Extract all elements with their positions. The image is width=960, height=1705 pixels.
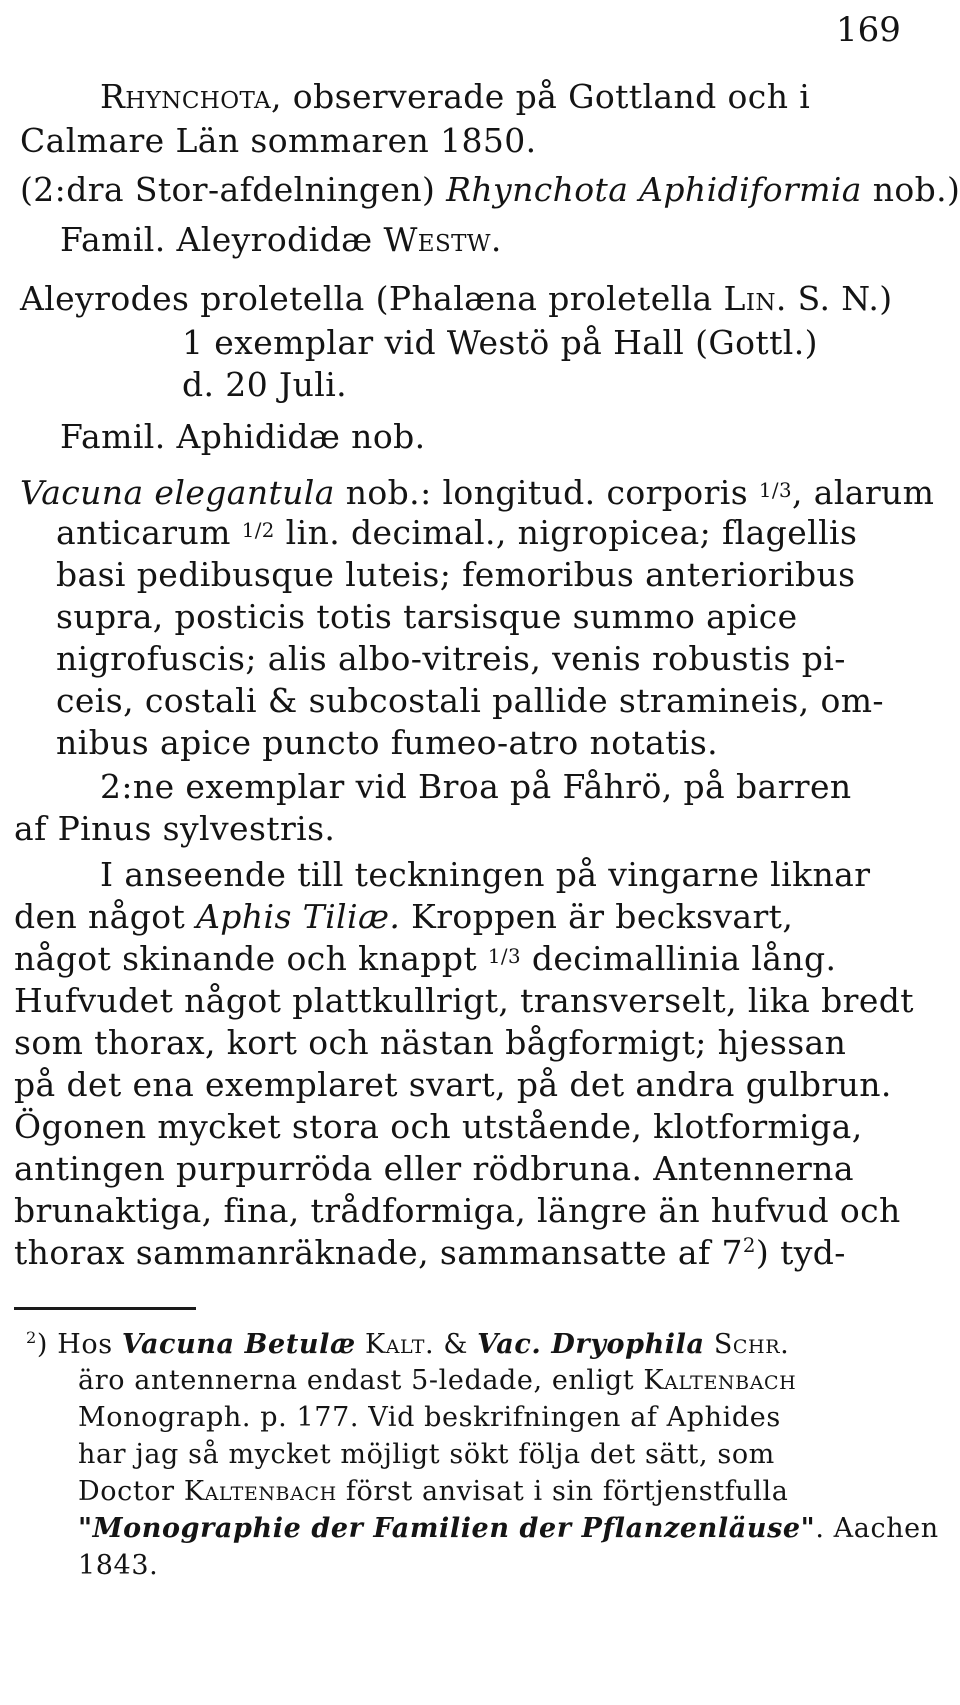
text-line bbox=[14, 939, 837, 978]
text-line: nigrofuscis; alis albo-vitreis, venis robustis pi- bbox=[56, 639, 846, 678]
text: den något bbox=[14, 897, 197, 936]
taxon-name: Aphis Tiliæ. bbox=[196, 897, 401, 936]
fraction: 1/3 bbox=[758, 479, 792, 503]
text-line: nibus apice puncto fumeo-atro notatis. bbox=[56, 723, 719, 762]
text: , alarum bbox=[791, 473, 935, 512]
text: S. N.) bbox=[786, 279, 893, 318]
text: & bbox=[434, 1329, 478, 1360]
species-line bbox=[20, 279, 893, 318]
space bbox=[356, 1329, 365, 1360]
taxon-name: Vacuna Betulæ bbox=[121, 1329, 356, 1360]
text: ) tyd- bbox=[755, 1233, 846, 1272]
taxon-name: Rhynchota Aphidiformia bbox=[446, 170, 862, 209]
text-line: I anseende till teckningen på vingarne liknar bbox=[100, 855, 871, 894]
taxon-rhynchota: Rhynchota bbox=[100, 77, 272, 116]
author-abbrev: Schr. bbox=[713, 1329, 790, 1360]
text: Doctor bbox=[78, 1476, 184, 1507]
footnote-line bbox=[26, 1330, 789, 1358]
text-line: basi pedibusque luteis; femoribus anterioribus bbox=[56, 555, 856, 594]
heading-line bbox=[100, 77, 811, 116]
footnote-line bbox=[78, 1515, 939, 1542]
text-line: antingen purpurröda eller rödbruna. Antennerna bbox=[14, 1149, 854, 1188]
taxon-name: Vac. Dryophila bbox=[477, 1329, 705, 1360]
author-name: Kaltenbach bbox=[183, 1476, 337, 1507]
text-line: supra, posticis totis tarsisque summo apice bbox=[56, 597, 798, 636]
text: Kroppen är becksvart, bbox=[400, 897, 794, 936]
text-line: d. 20 Juli. bbox=[182, 365, 348, 404]
text-line: på det ena exemplaret svart, på det andra gulbrun. bbox=[14, 1065, 892, 1104]
text: , observerade på Gottland och i bbox=[271, 77, 811, 116]
text: thorax sammanräknade, sammansatte af 7 bbox=[14, 1233, 743, 1272]
family-line: Famil. Aphididæ nob. bbox=[60, 417, 426, 456]
text: (2:dra Stor-afdelningen) bbox=[20, 170, 447, 209]
footnote-number: 2 bbox=[26, 1328, 37, 1347]
author-abbrev: Kalt. bbox=[364, 1329, 435, 1360]
text: anticarum bbox=[56, 513, 242, 552]
author-name: Kaltenbach bbox=[643, 1365, 797, 1396]
text-line bbox=[14, 897, 794, 936]
text: först anvisat i sin förtjenstfulla bbox=[336, 1476, 789, 1507]
text-line bbox=[14, 1233, 846, 1272]
text-line: Ögonen mycket stora och utstående, klotformiga, bbox=[14, 1107, 863, 1146]
fraction: 1/3 bbox=[487, 945, 521, 969]
text-line: 2:ne exemplar vid Broa på Fåhrö, på barren bbox=[100, 767, 852, 806]
space bbox=[705, 1329, 714, 1360]
text: lin. decimal., nigropicea; flagellis bbox=[274, 513, 858, 552]
author-abbrev: Westw. bbox=[383, 220, 502, 259]
taxon-name: Vacuna elegantula bbox=[20, 473, 335, 512]
fraction: 1/2 bbox=[241, 519, 275, 543]
text-line bbox=[56, 513, 858, 552]
text-line: af Pinus sylvestris. bbox=[14, 809, 336, 848]
footnote-line: har jag så mycket möjligt sökt följa det sätt, som bbox=[78, 1439, 775, 1470]
footnote-line bbox=[78, 1478, 788, 1505]
text: Famil. Aleyrodidæ bbox=[60, 220, 384, 259]
text: . Aachen bbox=[815, 1513, 939, 1544]
footnote-line: Monograph. p. 177. Vid beskrifningen af Aphides bbox=[78, 1402, 781, 1433]
text-line: brunaktiga, fina, trådformiga, längre än hufvud och bbox=[14, 1191, 901, 1230]
family-line bbox=[60, 220, 502, 259]
text-line: som thorax, kort och nästan bågformigt; hjessan bbox=[14, 1023, 847, 1062]
text: nob.: longitud. corporis bbox=[334, 473, 759, 512]
text: Aleyrodes proletella (Phalæna proletella bbox=[20, 279, 724, 318]
work-title: "Monographie der Familien der Pflanzenläuse" bbox=[78, 1513, 816, 1544]
page-number: 169 bbox=[836, 10, 901, 50]
footnote-line: 1843. bbox=[78, 1550, 159, 1581]
text: ) Hos bbox=[36, 1329, 122, 1360]
species-line bbox=[20, 473, 935, 512]
text-line: Hufvudet något plattkullrigt, transverselt, lika bredt bbox=[14, 981, 914, 1020]
text: decimallinia lång. bbox=[520, 939, 837, 978]
heading-line: Calmare Län sommaren 1850. bbox=[20, 121, 537, 160]
footnote-line bbox=[78, 1367, 796, 1394]
text: något skinande och knappt bbox=[14, 939, 488, 978]
author-abbrev: Lin. bbox=[723, 279, 787, 318]
text-line: ceis, costali & subcostali pallide stramineis, om- bbox=[56, 681, 884, 720]
footnote-marker: 2 bbox=[742, 1234, 756, 1257]
text-line bbox=[20, 170, 960, 209]
text: nob.) bbox=[861, 170, 960, 209]
footnote-rule bbox=[14, 1307, 196, 1310]
text-line: 1 exemplar vid Westö på Hall (Gottl.) bbox=[182, 323, 818, 362]
text: äro antennerna endast 5-ledade, enligt bbox=[78, 1365, 644, 1396]
